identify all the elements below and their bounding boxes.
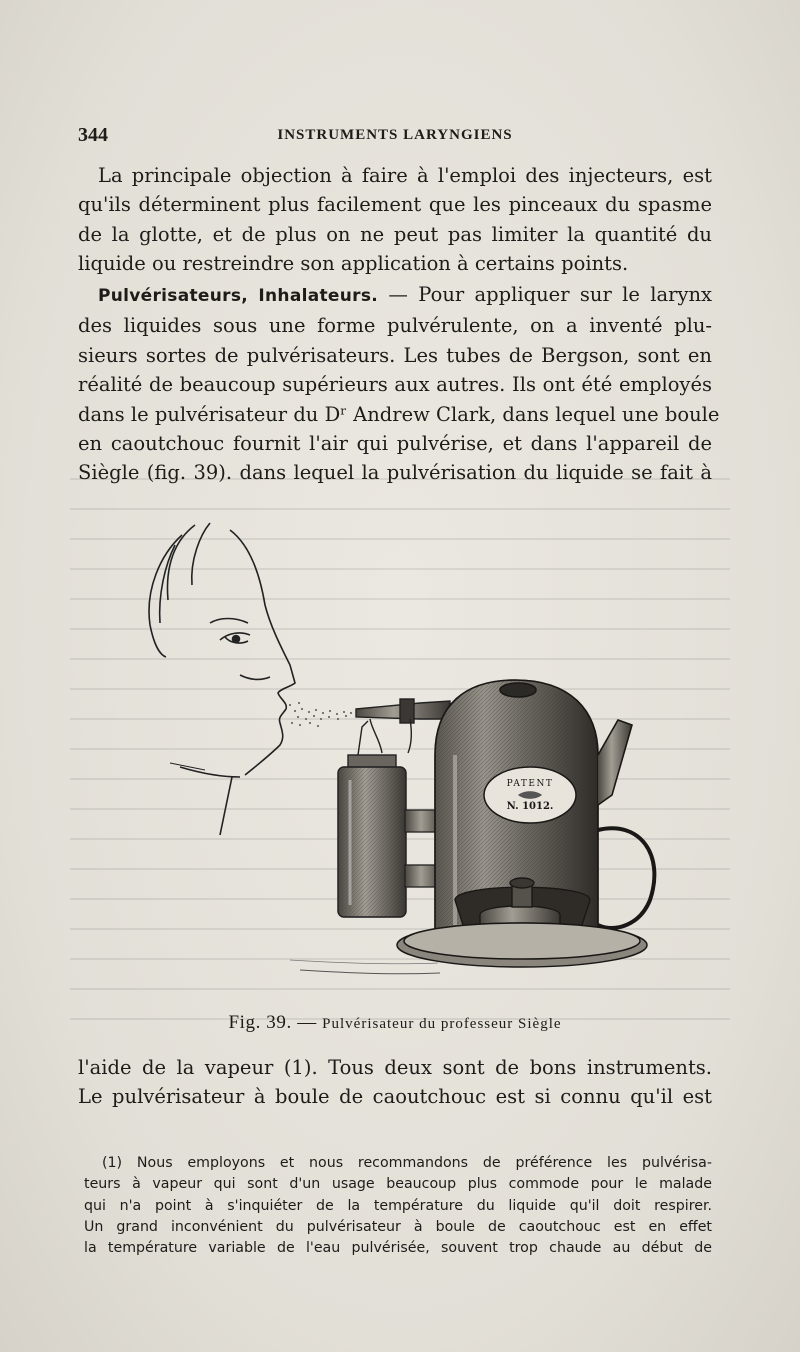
text-line: La principale objection à faire à l'emploi des injecteurs, est	[98, 164, 712, 187]
paragraph-injecteurs	[78, 161, 712, 279]
vapor-spray	[289, 702, 352, 727]
text-line: sieurs sortes de pulvérisateurs. Les tubes de Bergson, sont en	[78, 343, 712, 367]
footnote-line: la température variable de l'eau pulvérisée, souvent trop chaude au début de	[84, 1240, 712, 1257]
text-line: dans le pulvérisateur du Dʳ Andrew Clark, dans lequel une boule	[78, 402, 720, 426]
base-plate	[290, 923, 647, 974]
caption-dash: —	[297, 1012, 317, 1033]
plate-line-1: PATENT	[506, 779, 554, 789]
rubric-continuation: — Pour appliquer sur le larynx	[378, 283, 713, 306]
text-line: l'aide de la vapeur (1). Tous deux sont de bons instruments.	[78, 1056, 712, 1079]
plate-line-2: N. 1012.	[506, 801, 554, 812]
figure-39-engraving	[120, 505, 675, 990]
section-rubric: Pulvérisateurs, Inhalateurs.	[98, 286, 379, 306]
paragraph-continuation	[78, 1053, 712, 1112]
page-header	[78, 124, 712, 150]
footnote	[84, 1153, 712, 1259]
text-line: des liquides sous une forme pulvérulente, on a inventé plu-	[78, 314, 712, 338]
figure-caption	[78, 1012, 712, 1034]
footnote-line: teurs à vapeur qui sont d'un usage beaucoup plus commode pour le malade	[84, 1176, 712, 1193]
profile-head	[149, 523, 295, 835]
text-line	[78, 280, 712, 311]
page-number: 344	[78, 124, 108, 146]
text-line: liquide ou restreindre son application à certains points.	[78, 252, 629, 276]
text-line: de la glotte, et de plus on ne peut pas limiter la quantité du	[78, 222, 712, 246]
text-line: Le pulvérisateur à boule de caoutchouc est si connu qu'il est	[78, 1085, 712, 1109]
running-title: INSTRUMENTS LARYNGIENS	[277, 127, 513, 143]
footnote-line: qui n'a point à s'inquiéter de la température du liquide qu'il doit respirer.	[84, 1197, 712, 1214]
steam-atomizer-illustration	[120, 505, 675, 990]
text-line: Siègle (fig. 39). dans lequel la pulvérisation du liquide se fait à	[78, 461, 712, 485]
footnote-line: (1) Nous employons et nous recommandons de préférence les pulvérisa-	[102, 1155, 712, 1171]
footnote-line: Un grand inconvénient du pulvérisateur à boule de caoutchouc est en effet	[84, 1218, 712, 1235]
figure-number: Fig. 39.	[228, 1012, 292, 1033]
text-line: en caoutchouc fournit l'air qui pulvérise, et dans l'appareil de	[78, 432, 712, 456]
liquid-jar	[338, 721, 406, 917]
figure-title: Pulvérisateur du professeur Siègle	[322, 1016, 562, 1032]
text-line: qu'ils déterminent plus facilement que les pinceaux du spasme	[78, 193, 712, 217]
patent-plate	[484, 767, 576, 823]
paragraph-pulverisateurs	[78, 280, 720, 488]
text-line: réalité de beaucoup supérieurs aux autres. Ils ont été employés	[78, 373, 712, 397]
